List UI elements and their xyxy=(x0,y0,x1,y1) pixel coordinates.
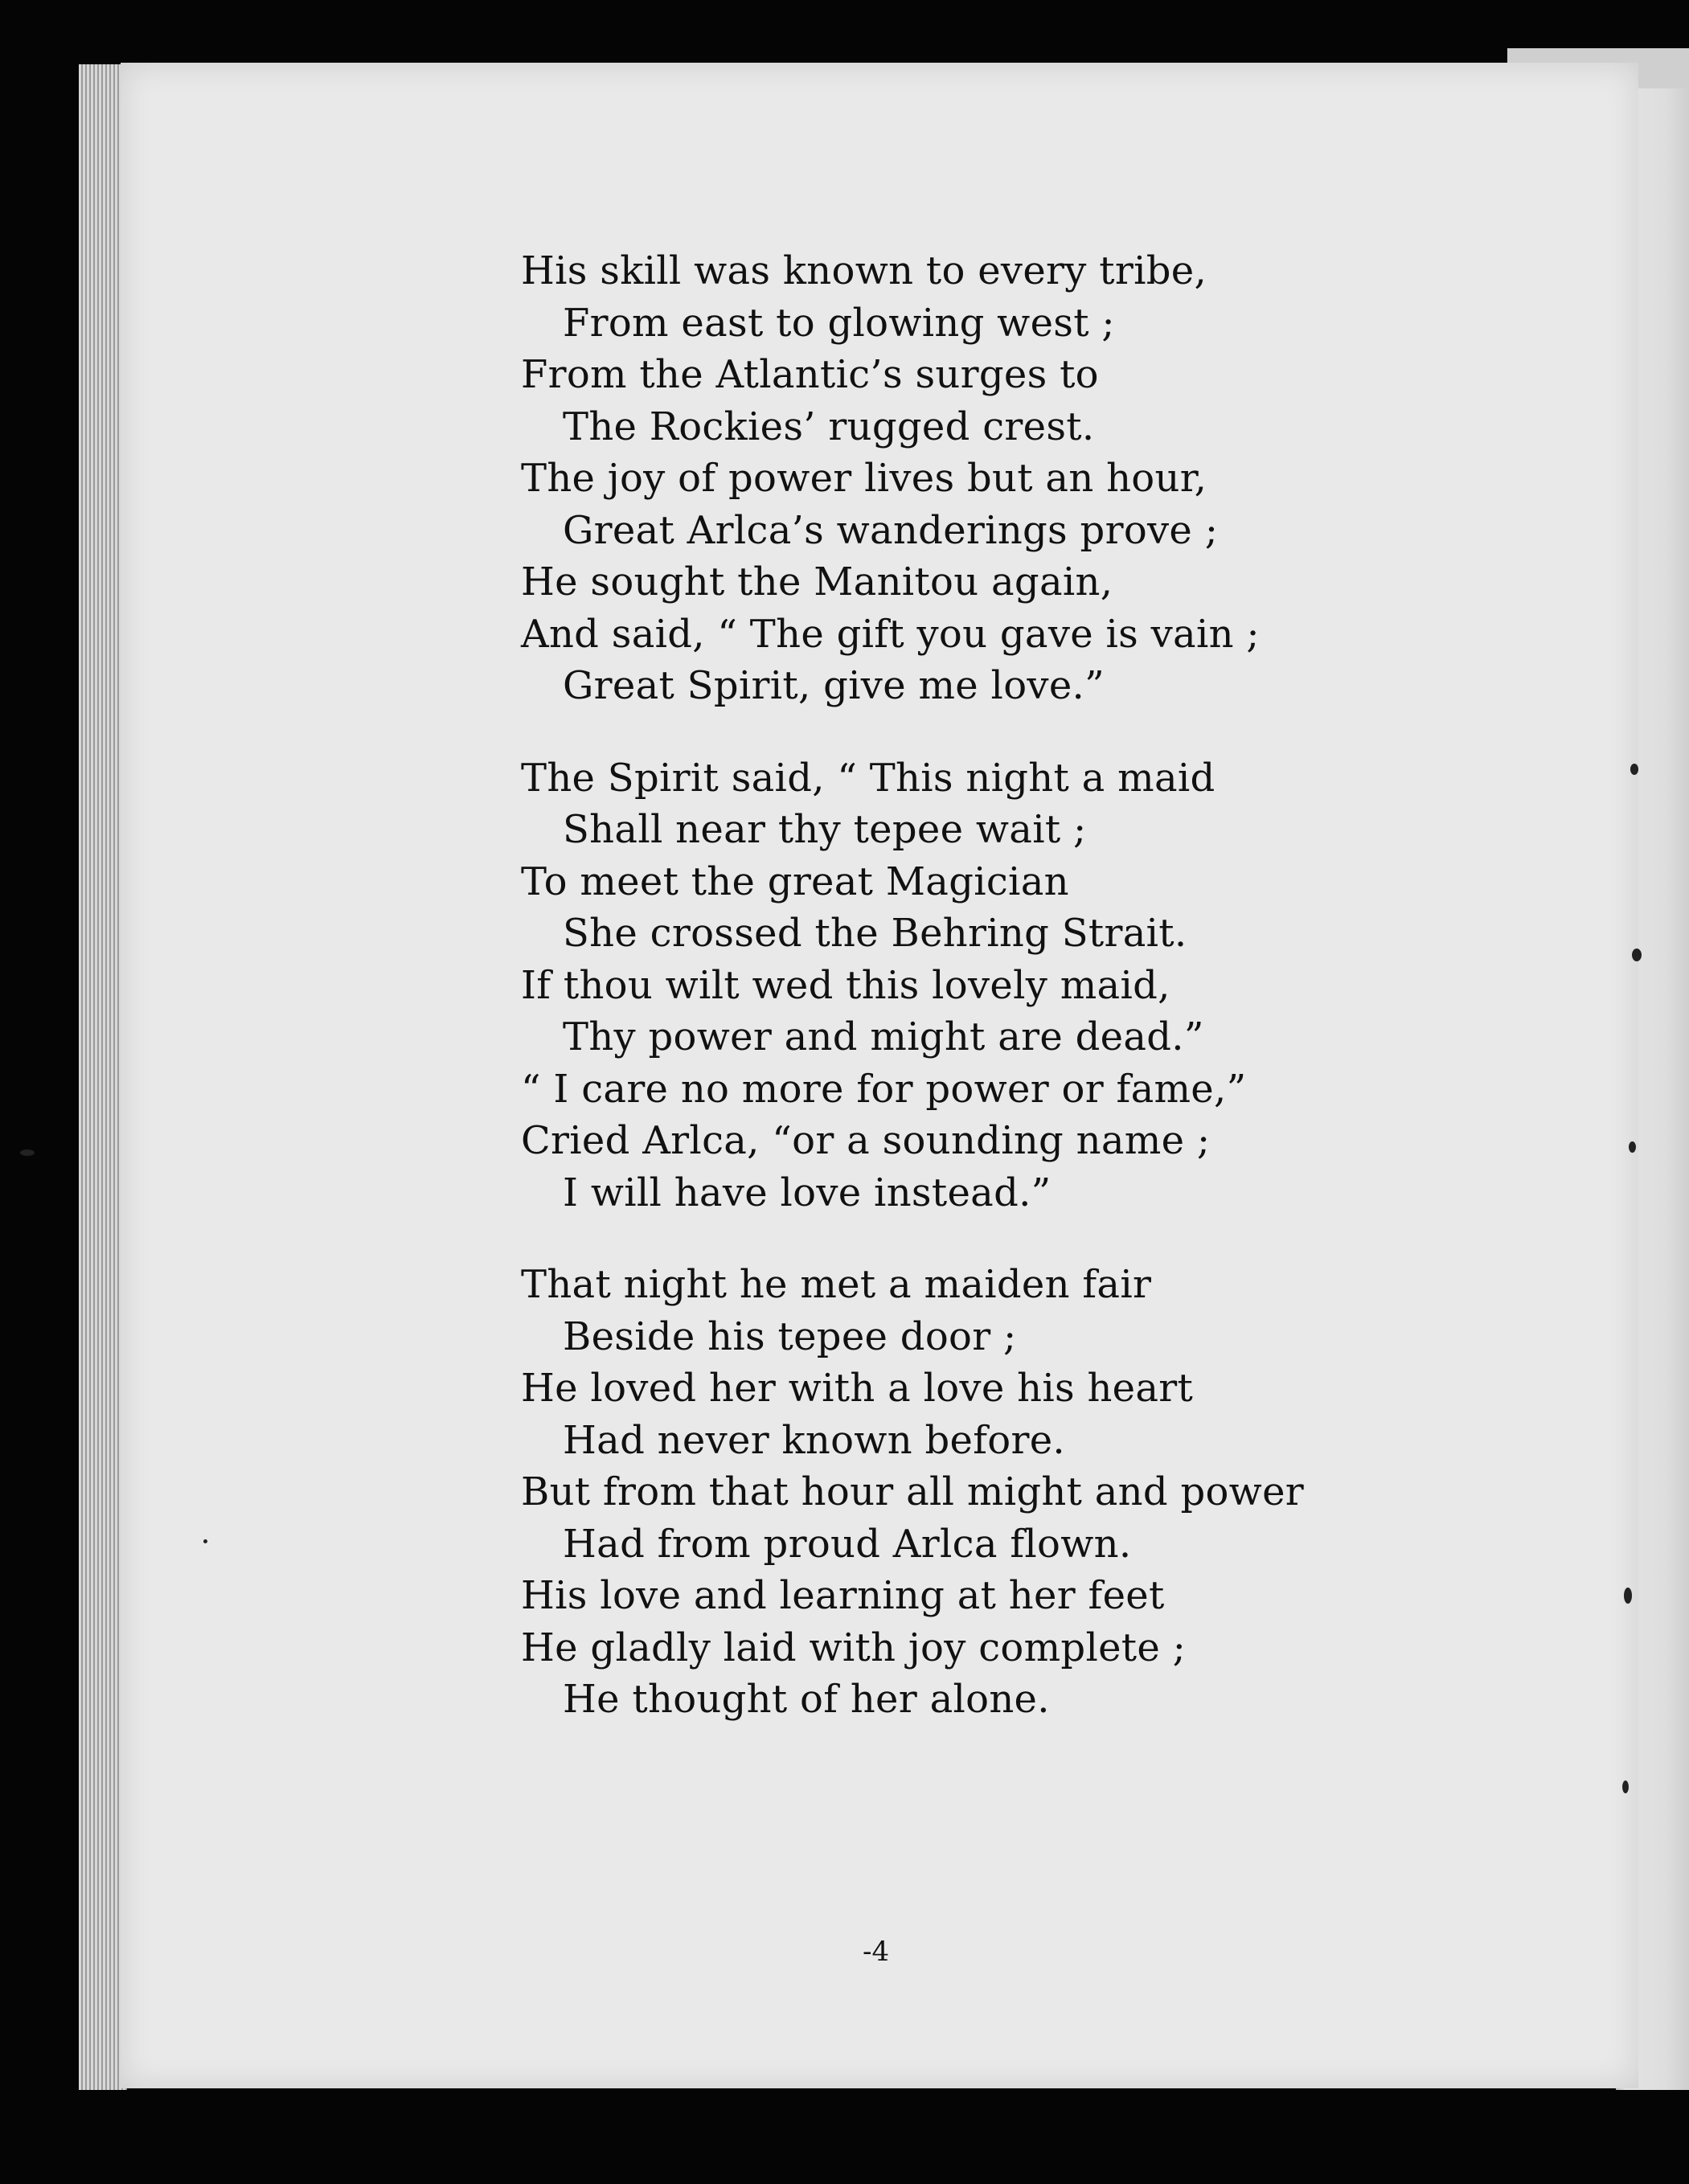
poem-line: From the Atlantic’s surges to xyxy=(521,352,1099,397)
poem-line: He gladly laid with joy complete ; xyxy=(521,1625,1187,1670)
dust-speck xyxy=(203,1539,207,1543)
poem-line: He loved her with a love his heart xyxy=(521,1366,1194,1411)
poem-line: He sought the Manitou again, xyxy=(521,559,1113,604)
poem-line: Thy power and might are dead.” xyxy=(563,1014,1204,1059)
stanza xyxy=(521,1259,1325,1726)
poem-line: I will have love instead.” xyxy=(563,1170,1052,1215)
poem-line: Great Arlca’s wanderings prove ; xyxy=(563,507,1219,553)
poem-line: From east to glowing west ; xyxy=(563,300,1115,346)
poem-line: Had never known before. xyxy=(563,1417,1065,1463)
poem-line: To meet the great Magician xyxy=(521,858,1069,904)
poem-line: His skill was known to every tribe, xyxy=(521,248,1207,293)
poem-line: The Spirit said, “ This night a maid xyxy=(521,755,1216,801)
poem-line: Had from proud Arlca flown. xyxy=(563,1521,1132,1567)
poem-line: Great Spirit, give me love.” xyxy=(563,663,1105,708)
page-edge-stack xyxy=(79,64,127,2090)
poem-line: But from that hour all might and power xyxy=(521,1469,1305,1514)
poem-line: “ I care no more for power or fame,” xyxy=(521,1066,1247,1112)
poem-line: She crossed the Behring Strait. xyxy=(563,911,1187,956)
stanza xyxy=(521,245,1325,712)
poem-line: Shall near thy tepee wait ; xyxy=(563,807,1087,852)
dust-speck xyxy=(20,1149,35,1156)
page-number: -4 xyxy=(863,1936,890,1968)
poem-line: The joy of power lives but an hour, xyxy=(521,456,1207,501)
poem-line: He thought of her alone. xyxy=(563,1677,1050,1722)
poem-line: Beside his tepee door ; xyxy=(563,1313,1017,1359)
dust-speck xyxy=(1629,1141,1636,1153)
poem xyxy=(521,245,1325,1766)
poem-line: His love and learning at her feet xyxy=(521,1573,1165,1618)
poem-line: And said, “ The gift you gave is vain ; xyxy=(521,611,1260,657)
poem-line: If thou wilt wed this lovely maid, xyxy=(521,962,1170,1008)
dust-speck xyxy=(1624,1588,1632,1604)
poem-line: Cried Arlca, “or a sounding name ; xyxy=(521,1118,1211,1163)
poem-line: The Rockies’ rugged crest. xyxy=(563,404,1095,449)
poem-line: That night he met a maiden fair xyxy=(521,1262,1152,1307)
stanza xyxy=(521,752,1325,1219)
dust-speck xyxy=(1622,1780,1629,1793)
dust-speck xyxy=(1632,949,1642,961)
dust-speck xyxy=(1630,764,1638,775)
